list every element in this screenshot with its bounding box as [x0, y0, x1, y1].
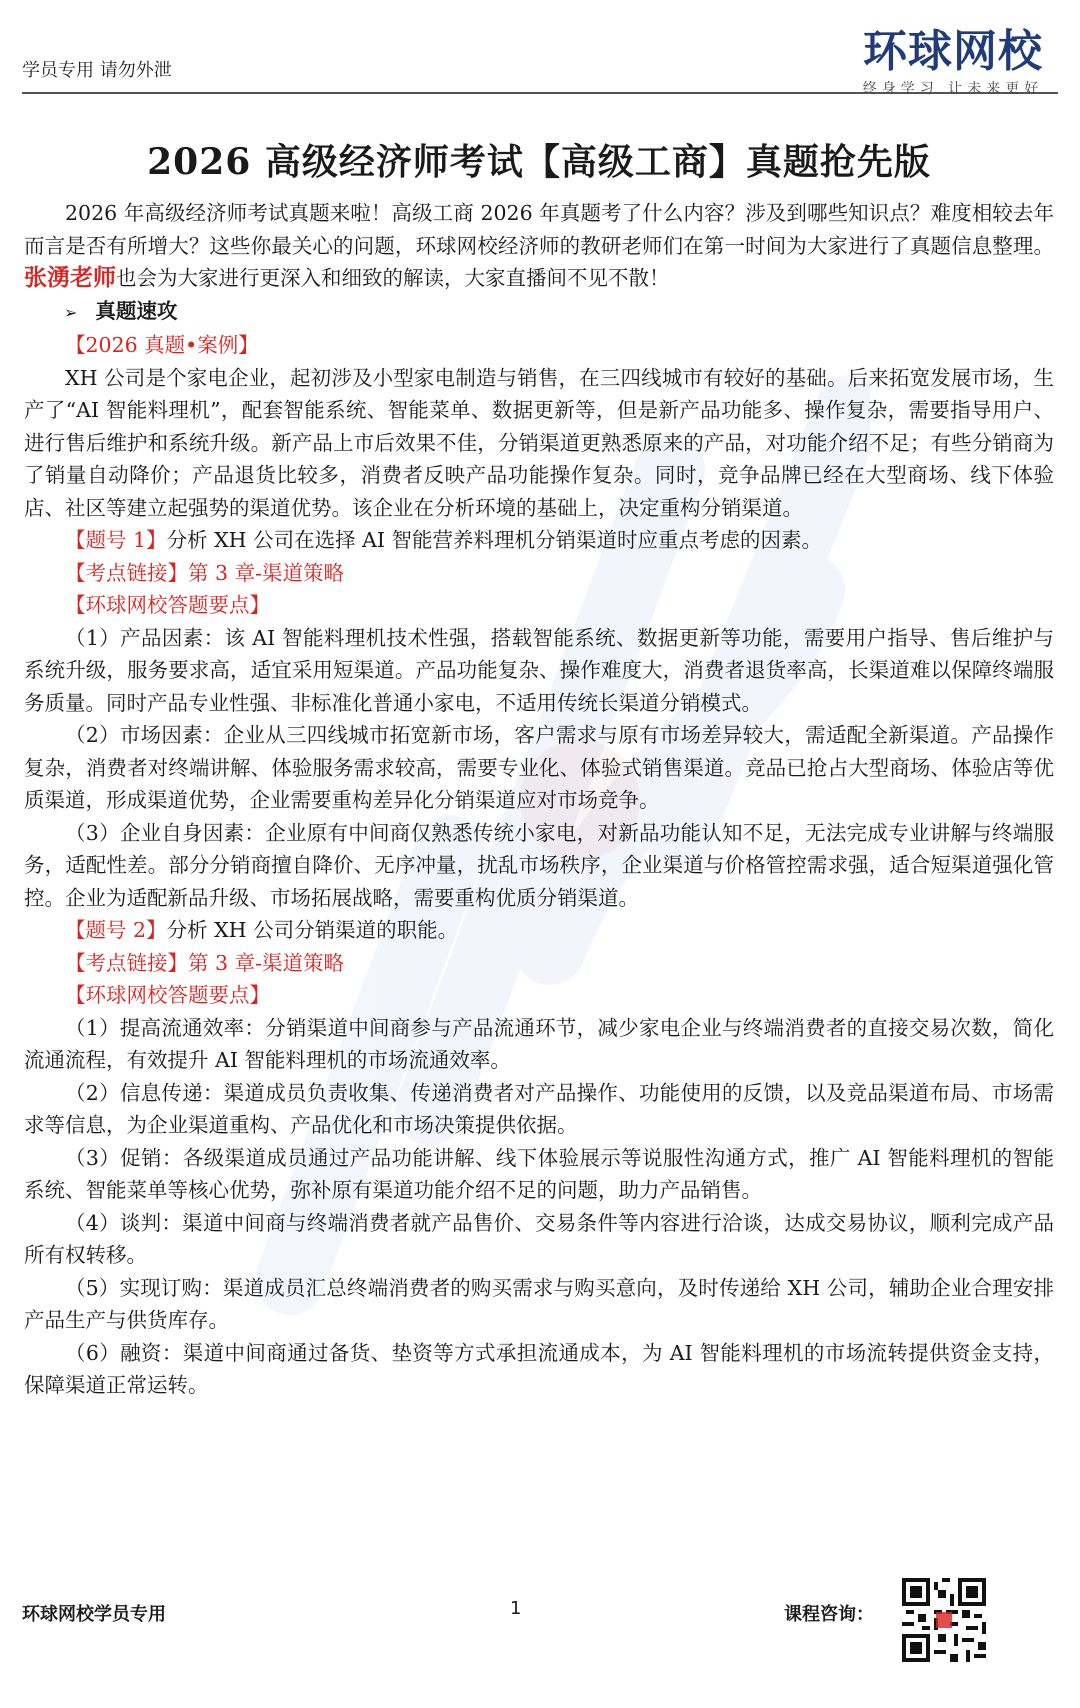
- answer-paragraph: （6）融资：渠道中间商通过备货、垫资等方式承担流通成本，为 AI 智能料理机的市场流转提供资金支持，保障渠道正常运转。: [24, 1340, 1054, 1397]
- intro-paragraph: [24, 197, 1054, 295]
- answer-paragraph: （5）实现订购：渠道成员汇总终端消费者的购买需求与购买意向，及时传递给 XH 公司，辅助企业合理安排产品生产与供货库存。: [24, 1275, 1054, 1332]
- question-text: 分析 XH 公司在选择 AI 智能营养料理机分销渠道时应重点考虑的因素。: [166, 528, 823, 552]
- question-number: 【题号 1】: [65, 528, 167, 552]
- page-footer: [22, 1592, 1058, 1672]
- question-text: 分析 XH 公司分销渠道的职能。: [166, 918, 459, 942]
- link-text: 第 3 章-渠道策略: [188, 950, 345, 975]
- logo-slogan: 终身学习 让未来更好: [862, 81, 1044, 97]
- link-tag: 【考点链接】: [65, 560, 188, 585]
- header-notice: 学员专用 请勿外泄: [22, 60, 172, 81]
- answer-paragraph: （1）产品因素：该 AI 智能料理机技术性强，搭载智能系统、数据更新等功能，需要用户指导、售后维护与系统升级，服务要求高，适宜采用短渠道。产品功能复杂、操作难度大，消费者退货率高，长渠道难以保障终端服务质量。同时产品专业性强、非标准化普通小家电，不适用传统长渠道分销模式。: [24, 625, 1054, 715]
- section-heading: [64, 295, 1054, 330]
- case-tag: 【2026 真题•案例】: [65, 333, 259, 357]
- answer-paragraph: （3）促销：各级渠道成员通过产品功能讲解、线下体验展示等说服性沟通方式，推广 AI 智能料理机的智能系统、智能菜单等核心优势，弥补原有渠道功能介绍不足的问题，助力产品销售。: [24, 1145, 1054, 1202]
- section-title: 真题速攻: [95, 298, 178, 323]
- document-body: [24, 120, 1054, 1402]
- answer-paragraph: （2）信息传递：渠道成员负责收集、传递消费者对产品操作、功能使用的反馈，以及竞品渠道布局、市场需求等信息，为企业渠道重构、产品优化和市场决策提供依据。: [24, 1080, 1054, 1137]
- intro-text: 2026 年高级经济师考试真题来啦！高级工商 2026 年真题考了什么内容？涉及到哪些知识点？难度相较去年而言是否有所增大？这些你最关心的问题，环球网校经济师的教研老师们在第一时间为大家进行了真题信息整理。: [24, 201, 1054, 258]
- answer-paragraph: （2）市场因素：企业从三四线城市拓宽新市场，客户需求与原有市场差异较大，需适配全新渠道。产品操作复杂，消费者对终端讲解、体验服务需求较高，需要专业化、体验式销售渠道。竞品已抢占大型商场、体验店等优质渠道，形成渠道优势，企业需要重构差异化分销渠道应对市场竞争。: [24, 723, 1054, 812]
- page-header: [22, 0, 1058, 97]
- answer-paragraph: （1）提高流通效率：分销渠道中间商参与产品流通环节，减少家电企业与终端消费者的直接交易次数，简化流通流程，有效提升 AI 智能料理机的市场流通效率。: [24, 1015, 1054, 1072]
- link-text: 第 3 章-渠道策略: [188, 560, 345, 585]
- question-number: 【题号 2】: [65, 918, 167, 942]
- qr-code-icon[interactable]: [902, 1578, 986, 1662]
- footer-notice: 环球网校学员专用: [22, 1604, 166, 1625]
- page-title: 2026 高级经济师考试【高级工商】真题抢先版: [147, 141, 931, 183]
- brand-logo: [848, 28, 1058, 98]
- answer-tag: 【环球网校答题要点】: [65, 983, 270, 1007]
- link-tag: 【考点链接】: [65, 950, 188, 975]
- teacher-name: 张湧老师: [24, 264, 116, 291]
- question-1-link: [24, 557, 1054, 590]
- answer-paragraph: （3）企业自身因素：企业原有中间商仅熟悉传统小家电，对新品功能认知不足，无法完成专业讲解与终端服务，适配性差。部分分销商擅自降价、无序冲量，扰乱市场秩序，企业渠道与价格管控需求强，适合短渠道强化管控。企业为适配新品升级、市场拓展战略，需要重构优质分销渠道。: [24, 820, 1054, 910]
- case-text: XH 公司是个家电企业，起初涉及小型家电制造与销售，在三四线城市有较好的基础。后来拓宽发展市场，生产了“AI 智能料理机”，配套智能系统、智能菜单、数据更新等，但是新产品功能多、操作复杂，需要指导用户、进行售后维护和系统升级。新产品上市后效果不佳，分销渠道更熟悉原来的产品，对功能介绍不足；有些分销商为了销量自动降价；产品退货比较多，消费者反映产品功能操作复杂。同时，竞争品牌已经在大型商场、线下体验店、社区等建立起强势的渠道优势。该企业在分析环境的基础上，决定重构分销渠道。: [24, 365, 1054, 520]
- question-2-link: [24, 947, 1054, 980]
- question-2: [24, 914, 1054, 947]
- case-tag-line: [24, 329, 1054, 362]
- arrow-bullet-icon: ➢: [64, 302, 78, 322]
- question-1-answer-tag: [24, 589, 1054, 622]
- answer-tag: 【环球网校答题要点】: [65, 593, 270, 617]
- question-1: [24, 524, 1054, 557]
- answer-paragraph: （4）谈判：渠道中间商与终端消费者就产品售价、交易条件等内容进行洽谈，达成交易协议，顺利完成产品所有权转移。: [24, 1210, 1054, 1267]
- page-number: 1: [510, 1598, 522, 1619]
- consult-label: 课程咨询：: [784, 1604, 874, 1625]
- logo-text: 环球网校: [863, 26, 1043, 77]
- question-2-answer-tag: [24, 979, 1054, 1012]
- intro-text-end: 也会为大家进行更深入和细致的解读，大家直播间不见不散！: [116, 266, 670, 290]
